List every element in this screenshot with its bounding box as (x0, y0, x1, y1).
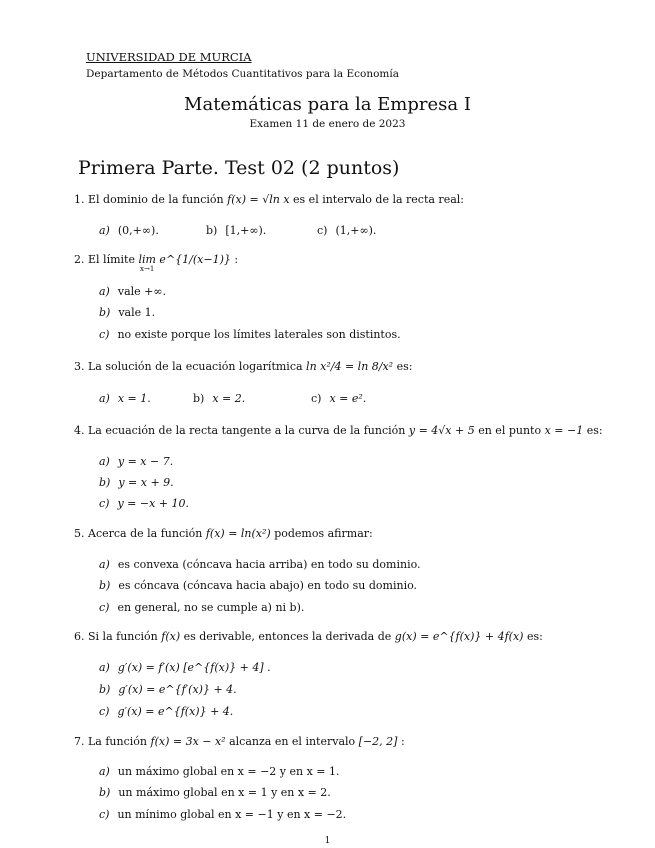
option-label: b) (99, 579, 111, 592)
option-text: no existe porque los límites laterales son distintos. (117, 328, 401, 341)
question-text: es el intervalo de la recta real: (293, 193, 464, 206)
option-label: c) (317, 224, 328, 237)
question-4 (74, 424, 603, 437)
option-text: en general, no se cumple a) ni b). (117, 601, 305, 614)
option-label: a) (99, 661, 110, 674)
option-text: [1,+∞). (225, 224, 267, 237)
question-text: en el punto (478, 424, 542, 437)
option-label: c) (99, 808, 110, 821)
option-text: es convexa (cóncava hacia arriba) en todo su dominio. (117, 558, 421, 571)
option-text: un mínimo global en x = −1 y en x = −2. (117, 808, 347, 821)
math-expression: g(x) = e^{f(x)} + 4f(x) (394, 630, 524, 643)
q1-option-c (317, 224, 376, 237)
q2-option-c (99, 328, 401, 341)
option-label: b) (99, 476, 111, 489)
q1-option-a (99, 224, 159, 237)
option-label: b) (99, 683, 111, 696)
option-text: vale 1. (118, 306, 156, 319)
math-expression: ln x²/4 = ln 8/x² (306, 360, 394, 373)
q5-option-b (99, 579, 417, 592)
page-number: 1 (324, 836, 331, 846)
option-text: un máximo global en x = 1 y en x = 2. (118, 786, 331, 799)
q7-option-a (99, 765, 340, 778)
option-text: y = x + 9. (118, 476, 174, 489)
exam-date: Examen 11 de enero de 2023 (249, 118, 406, 130)
option-label: b) (99, 786, 111, 799)
q4-option-b (99, 476, 174, 489)
option-text: vale +∞. (117, 285, 167, 298)
math-expression: lim e^{1/(x−1)} (138, 253, 231, 266)
question-text: Acerca de la función (88, 527, 203, 540)
q7-option-b (99, 786, 331, 799)
question-text: : (234, 253, 239, 266)
option-label: a) (99, 285, 110, 298)
option-text: un máximo global en x = −2 y en x = 1. (117, 765, 340, 778)
section-title: Primera Parte. Test 02 (2 puntos) (78, 157, 400, 179)
option-text: y = x − 7. (117, 455, 174, 468)
question-2 (74, 253, 238, 266)
math-expression: f(x) (161, 630, 181, 643)
question-1 (74, 193, 464, 206)
option-label: b) (99, 306, 111, 319)
question-text: alcanza en el intervalo (229, 735, 356, 748)
option-text: g′(x) = e^{f′(x)} + 4. (118, 683, 237, 696)
question-text: es derivable, entonces la derivada de (183, 630, 392, 643)
question-5 (74, 527, 373, 540)
question-6 (74, 630, 543, 643)
option-text: es cóncava (cóncava hacia abajo) en todo su dominio. (118, 579, 418, 592)
question-text: es: (586, 424, 603, 437)
department-name: Departamento de Métodos Cuantitativos para la Economía (86, 68, 399, 80)
q6-option-a (99, 661, 271, 674)
limit-subscript: x→1 (140, 265, 155, 273)
question-number: 1. (74, 193, 85, 206)
option-label: a) (99, 558, 110, 571)
university-name: UNIVERSIDAD DE MURCIA (86, 50, 252, 64)
question-text: El dominio de la función (88, 193, 224, 206)
option-text: (0,+∞). (117, 224, 159, 237)
question-number: 6. (74, 630, 85, 643)
math-expression: f(x) = ln(x²) (205, 527, 271, 540)
math-expression: x = −1 (544, 424, 584, 437)
option-label: a) (99, 765, 110, 778)
question-text: : (400, 735, 405, 748)
option-label: c) (311, 392, 322, 405)
q3-option-a (99, 392, 151, 405)
question-3 (74, 360, 412, 373)
question-text: es: (396, 360, 413, 373)
option-text: y = −x + 10. (117, 497, 190, 510)
q7-option-c (99, 808, 346, 821)
q5-option-a (99, 558, 421, 571)
q6-option-c (99, 705, 233, 718)
question-number: 7. (74, 735, 85, 748)
q5-option-c (99, 601, 304, 614)
math-expression: f(x) = √ln x (227, 193, 290, 206)
math-expression: [−2, 2] (358, 735, 398, 748)
q1-option-b (206, 224, 266, 237)
question-number: 4. (74, 424, 85, 437)
option-label: c) (99, 601, 110, 614)
option-text: x = e². (329, 392, 367, 405)
option-label: a) (99, 455, 110, 468)
option-label: a) (99, 224, 110, 237)
option-text: g′(x) = f′(x) [e^{f(x)} + 4] . (117, 661, 271, 674)
question-text: El límite (88, 253, 135, 266)
question-text: La ecuación de la recta tangente a la curva de la función (88, 424, 406, 437)
question-number: 3. (74, 360, 85, 373)
math-expression: f(x) = 3x − x² (150, 735, 226, 748)
question-text: podemos afirmar: (274, 527, 373, 540)
question-text: La solución de la ecuación logarítmica (88, 360, 303, 373)
math-expression: y = 4√x + 5 (408, 424, 475, 437)
question-text: La función (88, 735, 147, 748)
question-7 (74, 735, 405, 748)
q4-option-a (99, 455, 173, 468)
option-text: x = 1. (117, 392, 151, 405)
q4-option-c (99, 497, 189, 510)
option-label: c) (99, 705, 110, 718)
q3-option-c (311, 392, 366, 405)
question-text: es: (526, 630, 543, 643)
option-label: b) (193, 392, 205, 405)
option-text: g′(x) = e^{f(x)} + 4. (117, 705, 234, 718)
question-number: 5. (74, 527, 85, 540)
q2-option-a (99, 285, 166, 298)
option-label: a) (99, 392, 110, 405)
option-text: (1,+∞). (335, 224, 377, 237)
question-text: Si la función (88, 630, 158, 643)
option-label: c) (99, 328, 110, 341)
option-label: c) (99, 497, 110, 510)
course-title: Matemáticas para la Empresa I (184, 94, 471, 115)
q2-option-b (99, 306, 155, 319)
option-label: b) (206, 224, 218, 237)
q6-option-b (99, 683, 237, 696)
question-number: 2. (74, 253, 85, 266)
q3-option-b (193, 392, 245, 405)
option-text: x = 2. (212, 392, 246, 405)
